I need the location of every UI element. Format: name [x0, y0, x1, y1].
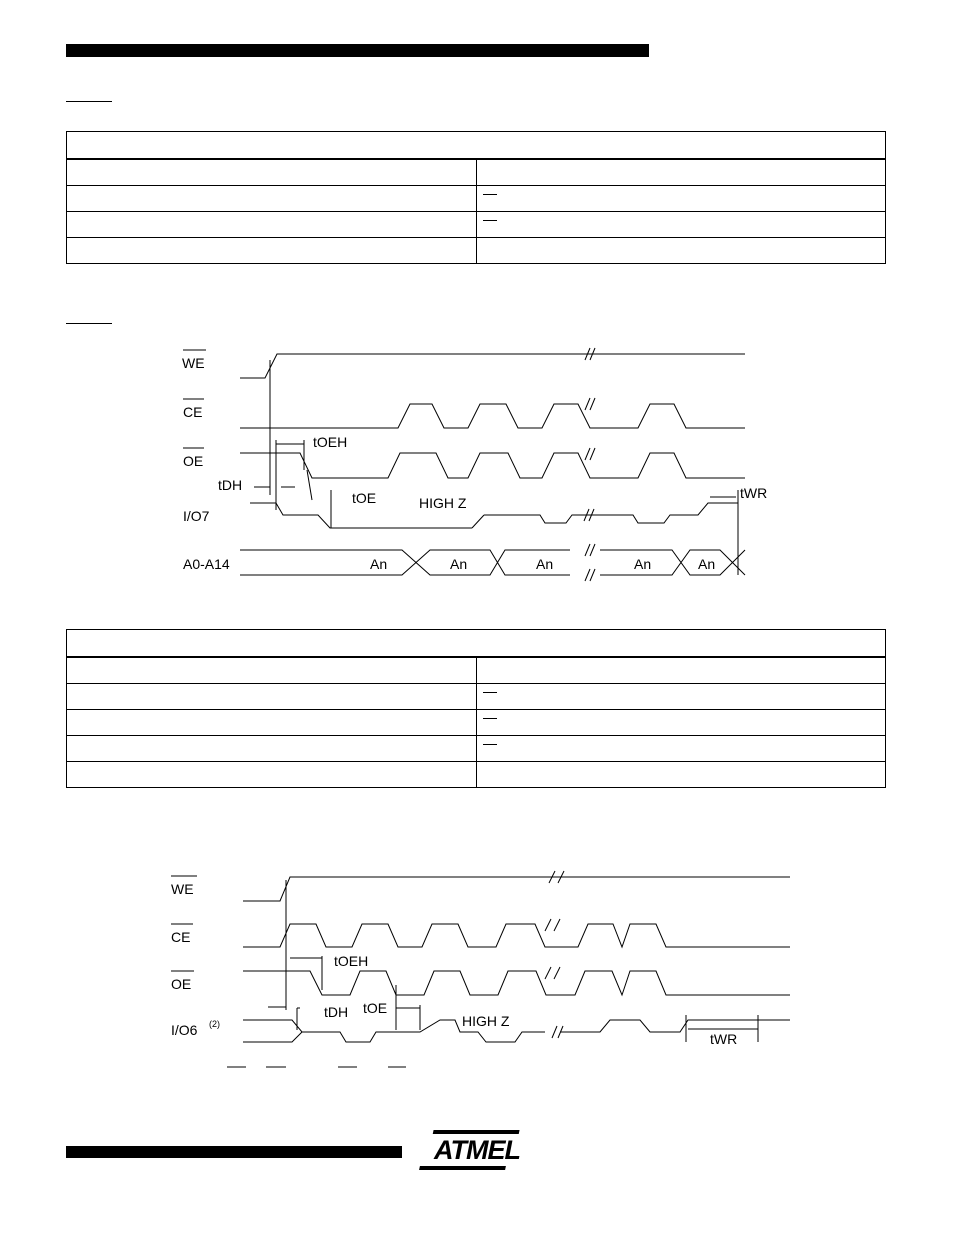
- toe-label-1: tOE: [352, 490, 377, 506]
- highz-label-2: HIGH Z: [462, 1013, 510, 1029]
- we-label-1: WE: [182, 355, 205, 371]
- tdh-label-1: tDH: [218, 477, 243, 493]
- io-label-2: I/O6: [171, 1022, 198, 1038]
- twr-label-1: tWR: [740, 485, 768, 501]
- addr-cell-3: An: [536, 556, 554, 572]
- oe-label-1: OE: [183, 453, 204, 469]
- ce-label-1: CE: [183, 404, 203, 420]
- addr-label-1: A0-A14: [183, 556, 230, 572]
- toe-label-2: tOE: [363, 1000, 388, 1016]
- addr-cell-4: An: [634, 556, 652, 572]
- addr-cell-5: An: [698, 556, 716, 572]
- we-label-2: WE: [171, 881, 194, 897]
- ce-label-2: CE: [171, 929, 191, 945]
- atmel-logo-text: ATMEL: [434, 1135, 520, 1165]
- toeh-label-1: tOEH: [313, 434, 348, 450]
- io-label-1: I/O7: [183, 508, 210, 524]
- highz-label-1: HIGH Z: [419, 495, 467, 511]
- atmel-logo: [428, 1128, 522, 1172]
- footer-bar: [66, 1146, 402, 1158]
- io-note-2: (2): [209, 1019, 220, 1029]
- twr-label-2: tWR: [710, 1031, 738, 1047]
- addr-cell-2: An: [450, 556, 468, 572]
- tdh-label-2: tDH: [324, 1004, 349, 1020]
- oe-label-2: OE: [171, 976, 192, 992]
- toeh-label-2: tOEH: [334, 953, 369, 969]
- addr-cell-1: An: [370, 556, 388, 572]
